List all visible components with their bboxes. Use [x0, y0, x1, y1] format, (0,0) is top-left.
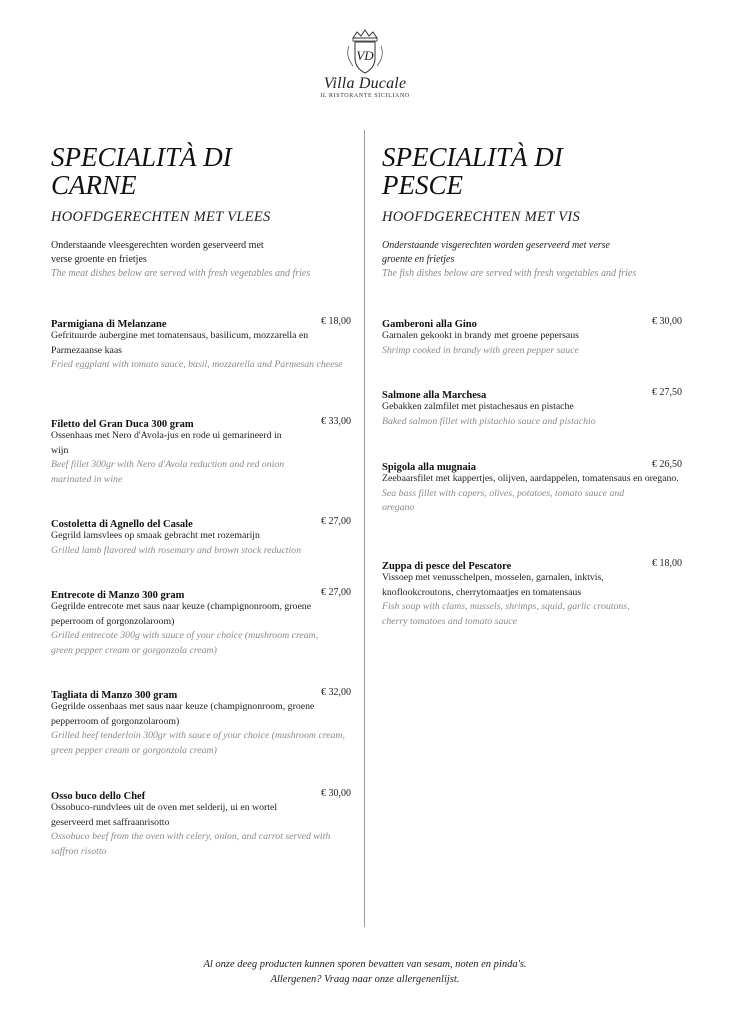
dish-description-en: Beef fillet 300gr with Nero d'Avola reduction and red onion marinated in wine — [51, 459, 285, 485]
dish-description-en: Grilled beef tenderloin 300gr with sauce of your choice (mushroom cream, green pepper cream or gorgonzola cream) — [51, 730, 345, 756]
dish-entrecote — [51, 585, 351, 658]
dish-description-en: Grilled entrecote 300g with sauce of your choice (mushroom cream, green pepper cream or gorgonzola cream) — [51, 630, 319, 656]
dish-osso-buco — [51, 786, 351, 859]
dish-name: Gamberoni alla Gino — [382, 319, 477, 330]
dish-name: Tagliata di Manzo 300 gram — [51, 690, 178, 701]
dish-description-en: Sea bass fillet with capers, olives, potatoes, tomato sauce and oregano — [382, 487, 625, 513]
dish-description-nl: Gegrilde ossenhaas met saus naar keuze (champignonroom, groene pepperroom of gorgonzolaroom) — [51, 701, 315, 727]
crest-icon — [341, 28, 389, 76]
dish-name: Osso buco dello Chef — [51, 791, 146, 802]
meat-intro-nl: Onderstaande vleesgerechten worden geserveerd met verse groente en frietjes — [51, 240, 264, 265]
dish-description-nl: Gegrilde entrecote met saus naar keuze (champignonroom, groene peperroom of gorgonzolaroom) — [51, 601, 312, 627]
dish-price: € 33,00 — [321, 416, 351, 427]
dish-description-nl: Zeebaarsfilet met kappertjes, olijven, aardappelen, tomatensaus en oregano. — [382, 473, 679, 484]
allergen-notice — [0, 958, 730, 987]
dish-description-en: Fried eggplant with tomato sauce, basil, mozzarella and Parmesan cheese — [51, 359, 343, 370]
dish-tagliata — [51, 685, 351, 758]
dish-description-en: Baked salmon fillet with pistachio sauce and pistachio — [382, 415, 596, 427]
allergen-notice-line1: Al onze deeg producten kunnen sporen bevatten van sesam, noten en pinda's. — [203, 959, 527, 970]
dish-description-en: Fish soup with clams, mussels, shrimps, squid, garlic croutons, cherry tomatoes and tomato sauce — [382, 601, 630, 627]
meat-section-title: SPECIALITÀ DI CARNE — [51, 142, 232, 200]
dish-name: Parmigiana di Melanzane — [51, 319, 167, 330]
brand-tagline: IL RISTORANTE SICILIANO — [320, 93, 410, 99]
dish-description-en: Grilled lamb flavored with rosemary and brown stock reduction — [51, 544, 301, 556]
restaurant-logo — [0, 28, 730, 100]
fish-section-intro — [382, 239, 682, 281]
dish-description-en: Shrimp cooked in brandy with green pepper sauce — [382, 344, 579, 356]
meat-intro-en: The meat dishes below are served with fresh vegetables and fries — [51, 268, 311, 279]
dish-description-nl: Gegrild lamsvlees op smaak gebracht met rozemarijn — [51, 530, 260, 541]
dish-description-nl: Garnalen gekookt in brandy met groene pepersaus — [382, 330, 579, 341]
fish-intro-nl: Onderstaande visgerechten worden geserveerd met verse groente en frietjes — [382, 240, 610, 265]
dish-description-nl: Ossobuco-rundvlees uit de oven met selderij, ui en wortel geserveerd met saffraanrisotto — [51, 802, 278, 828]
dish-filetto — [51, 414, 351, 487]
dish-name: Salmone alla Marchesa — [382, 390, 487, 401]
column-divider — [364, 130, 365, 927]
meat-section-intro — [51, 239, 351, 281]
dish-price: € 27,50 — [652, 387, 682, 398]
dish-description-nl: Vissoep met venusschelpen, mosselen, garnalen, inktvis, knoflookcroutons, cherrytomaatjes en tomatensaus — [382, 572, 604, 598]
dish-name: Filetto del Gran Duca 300 gram — [51, 419, 194, 430]
svg-text:VD: VD — [356, 48, 374, 63]
dish-price: € 30,00 — [652, 316, 682, 327]
dish-name: Costoletta di Agnello del Casale — [51, 519, 193, 530]
fish-section — [382, 142, 682, 627]
dish-price: € 30,00 — [321, 788, 351, 799]
dish-salmone — [382, 385, 682, 429]
brand-name: Villa Ducale — [323, 75, 407, 92]
meat-section-subtitle: HOOFDGERECHTEN MET VLEES — [51, 209, 271, 225]
dish-price: € 18,00 — [321, 316, 351, 327]
allergen-notice-line2: Allergenen? Vraag naar onze allergenenlijst. — [270, 973, 460, 985]
dish-price: € 18,00 — [652, 558, 682, 569]
dish-description-nl: Gebakken zalmfilet met pistachesaus en pistache — [382, 401, 574, 412]
meat-section — [51, 142, 351, 857]
dish-price: € 27,00 — [321, 516, 351, 527]
dish-price: € 26,50 — [652, 459, 682, 470]
fish-intro-en: The fish dishes below are served with fresh vegetables and fries — [382, 268, 637, 279]
fish-section-subtitle: HOOFDGERECHTEN MET VIS — [382, 209, 581, 225]
dish-parmigiana — [51, 314, 351, 373]
dish-description-nl: Gefrituurde aubergine met tomatensaus, basilicum, mozzarella en Parmezaanse kaas — [51, 330, 309, 356]
dish-description-nl: Ossenhaas met Nero d'Avola-jus en rode ui gemarineerd in wijn — [51, 430, 282, 456]
dish-costoletta — [51, 514, 351, 558]
dish-price: € 32,00 — [321, 687, 351, 698]
fish-section-title: SPECIALITÀ DI PESCE — [382, 142, 563, 200]
dish-name: Entrecote di Manzo 300 gram — [51, 590, 185, 601]
dish-gamberoni — [382, 314, 682, 358]
dish-description-en: Ossobuco beef from the oven with celery, onion, and carrot served with saffron risotto — [51, 831, 331, 857]
dish-spigola — [382, 457, 682, 516]
dish-name: Spigola alla mugnaia — [382, 462, 476, 473]
dish-price: € 27,00 — [321, 587, 351, 598]
dish-name: Zuppa di pesce del Pescatore — [382, 561, 512, 572]
dish-zuppa — [382, 556, 682, 629]
